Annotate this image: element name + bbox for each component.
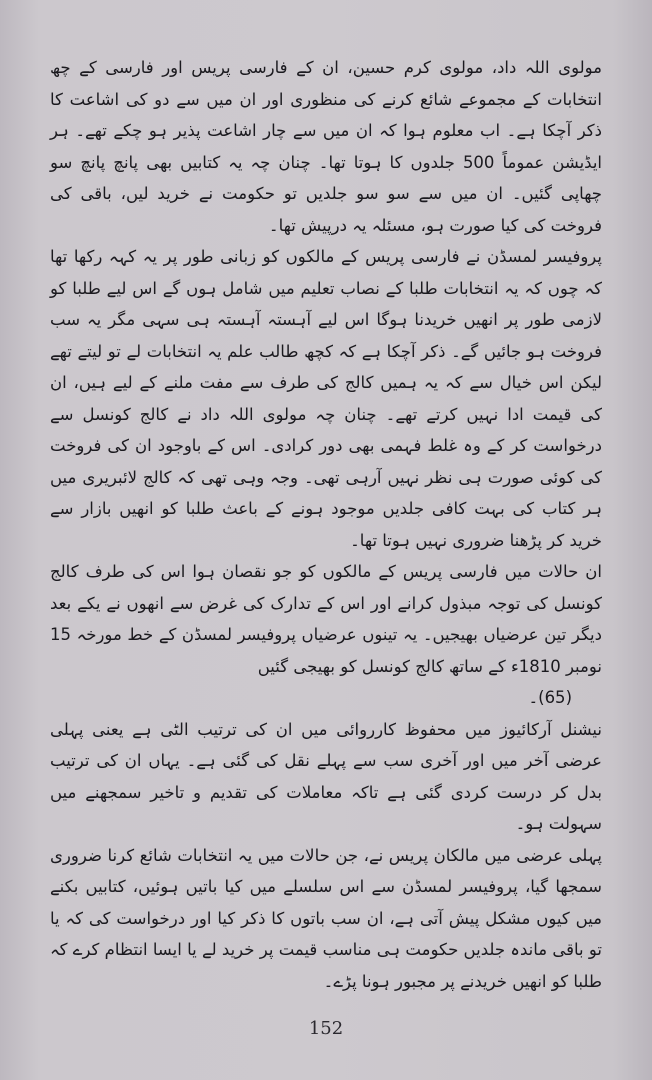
- paragraph-4: نیشنل آرکائیوز میں محفوظ کارروائی میں ان کی ترتیب الٹی ہے یعنی پہلی عرضی آخر میں اور آخری سب سے پہلے نقل کی گئی ہے۔ یہاں ان کی ترتیب بدل کر درست کردی گئی ہے تاکہ معاملات کی تقدیم و تاخیر سمجھنے میں سہولت ہو۔: [50, 719, 602, 833]
- page-number: 152: [308, 1018, 344, 1039]
- body-text: [50, 52, 612, 997]
- paragraph-5: پہلی عرضی میں مالکان پریس نے، جن حالات میں یہ انتخابات شائع کرنا ضروری سمجھا گیا، پروفیسر لمسڈن سے اس سلسلے میں کیا باتیں ہوئیں، کتابیں بکنے میں کیوں مشکل پیش آتی ہے، ان سب باتوں کا ذکر کیا اور درخواست کی کہ یا تو باقی ماندہ جلدیں حکومت ہی مناسب قیمت پر خرید لے یا ایسا انتظام کرے کہ طلبا کو انھیں خریدنے پر مجبور ہونا پڑے۔: [50, 845, 602, 991]
- paragraph-3: ان حالات میں فارسی پریس کے مالکوں کو جو نقصان ہوا اس کی طرف کالج کونسل کی توجہ مبذول کرانے اور اس کے تدارک کی غرض سے انھوں نے یکے بعد دیگر تین عرضیاں بھیجیں۔ یہ تینوں عرضیاں پروفیسر لمسڈن کے خط مورخہ 15 نومبر 1810ء کے ساتھ کالج کونسل کو بھیجی گئیں: [50, 562, 602, 676]
- paragraph-1: مولوی اللہ داد، مولوی کرم حسین، ان کے فارسی پریس اور فارسی کے چھ انتخابات کے مجموعے شائع کرنے کی منظوری اور ان میں سے دو کی اشاعت کا ذکر آچکا ہے۔ اب معلوم ہوا کہ ان میں سے چار اشاعت پذیر ہو چکے تھے۔ ہر ایڈیشن عموماً 500 جلدوں کا ہوتا تھا۔ چنان چہ یہ کتابیں بھی پانچ پانچ سو چھاپی گئیں۔ ان میں سے سو سو جلدیں تو حکومت نے خرید لیں، باقی کی فروخت کی کیا صورت ہو، مسئلہ یہ درپیش تھا۔: [50, 58, 602, 235]
- paragraph-2: پروفیسر لمسڈن نے فارسی پریس کے مالکوں کو زبانی طور پر یہ کہہ رکھا تھا کہ چوں کہ یہ انتخابات طلبا کے نصاب تعلیم میں شامل ہوں گے اس لیے طلبا کو لازمی طور پر انھیں خریدنا ہوگا اس لیے آہستہ آہستہ ہی سہی مگر یہ سب فروخت ہو جائیں گے۔ ذکر آچکا ہے کہ کچھ طالب علم یہ انتخابات لے تو لیتے تھے لیکن اس خیال سے کہ یہ ہمیں کالج کی طرف سے مفت ملنے کے لیے ہیں، ان کی قیمت ادا نہیں کرتے تھے۔ چنان چہ مولوی اللہ داد نے کالج کونسل سے درخواست کر کے وہ غلط فہمی بھی دور کرادی۔ اس کے باوجود ان کی فروخت کی کوئی صورت ہی نظر نہیں آرہی تھی۔ وجہ وہی تھی کہ کالج لائبریری میں ہر کتاب کی بہت کافی جلدیں موجود ہونے کے باعث طلبا کو انھیں بازار سے خرید کر پڑھنا ضروری نہیں ہوتا تھا۔: [50, 247, 602, 550]
- citation: (65)۔: [528, 688, 572, 707]
